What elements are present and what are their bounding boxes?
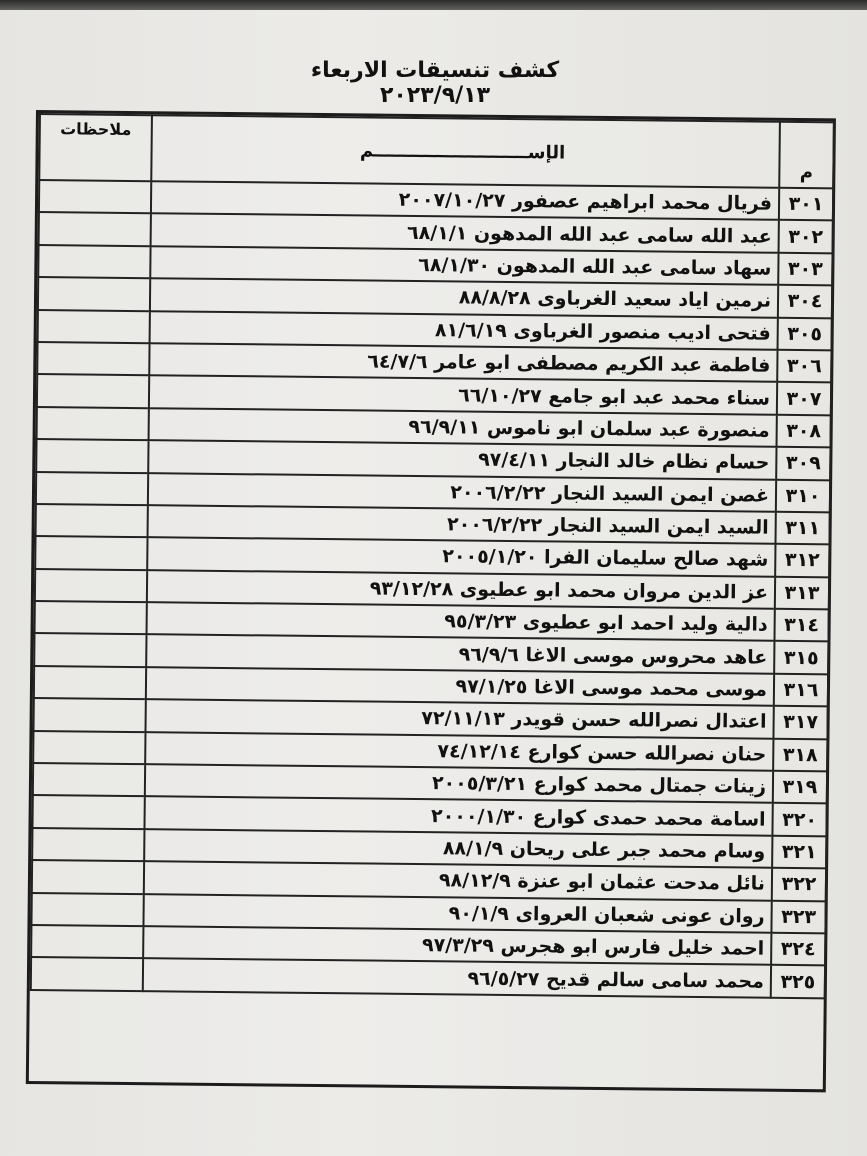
header-number: م	[779, 122, 834, 189]
row-notes	[35, 536, 147, 570]
row-number: ٣٠٩	[776, 447, 830, 480]
row-name: حسام نظام خالد النجار ٩٧/٤/١١	[148, 440, 776, 479]
row-number: ٣٢١	[772, 836, 826, 869]
row-name: نرمين اياد سعيد الغرباوى ٨٨/٨/٢٨	[150, 278, 778, 317]
row-name: زينات جمتال محمد كوارع ٢٠٠٥/٣/٢١	[145, 764, 773, 803]
row-name: عبد الله سامى عبد الله المدهون ٦٨/١/١	[151, 214, 779, 253]
row-number: ٣٢٥	[771, 965, 825, 998]
row-notes	[37, 374, 149, 408]
row-name: اعتدال نصرالله حسن قويدر ٧٢/١١/١٣	[145, 699, 773, 738]
row-name: فاطمة عبد الكريم مصطفى ابو عامر ٦٤/٧/٦	[149, 343, 777, 382]
row-notes	[37, 407, 149, 441]
row-notes	[31, 957, 143, 991]
row-notes	[38, 310, 150, 344]
row-notes	[39, 180, 151, 214]
row-number: ٣٠٦	[777, 350, 831, 383]
row-number: ٣١٣	[775, 576, 829, 609]
names-table	[30, 113, 835, 999]
row-name: روان عونى شعبان العرواى ٩٠/١/٩	[143, 894, 771, 933]
row-name: محمد سامى سالم قديح ٩٦/٥/٢٧	[143, 959, 771, 998]
row-notes	[32, 860, 144, 894]
row-name: سناء محمد عبد ابو جامع ٦٦/١٠/٢٧	[149, 376, 777, 415]
row-notes	[33, 731, 145, 765]
row-name: وسام محمد جبر على ريحان ٨٨/١/٩	[144, 829, 772, 868]
row-name: اسامة محمد حمدى كوارع ٢٠٠٠/١/٣٠	[144, 797, 772, 836]
table-row	[31, 957, 825, 998]
row-notes	[31, 925, 143, 959]
row-name: دالية وليد احمد ابو عطيوى ٩٥/٣/٢٣	[147, 602, 775, 641]
row-name: موسى محمد موسى الاغا ٩٧/١/٢٥	[146, 667, 774, 706]
row-number: ٣١٨	[773, 738, 827, 771]
row-number: ٣١٦	[774, 674, 828, 707]
row-notes	[32, 795, 144, 829]
names-table-frame	[26, 110, 836, 1092]
row-name: فريال محمد ابراهيم عصفور ٢٠٠٧/١٠/٢٧	[151, 181, 779, 220]
row-name: عاهد محروس موسى الاغا ٩٦/٩/٦	[146, 635, 774, 674]
row-name: نائل مدحت عثمان ابو عنزة ٩٨/١٢/٩	[144, 861, 772, 900]
row-number: ٣١٧	[773, 706, 827, 739]
row-number: ٣٠٣	[778, 253, 832, 286]
row-number: ٣١٥	[774, 641, 828, 674]
row-number: ٣٠٧	[777, 382, 831, 415]
row-name: فتحى اديب منصور الغرباوى ٨١/٦/١٩	[150, 311, 778, 350]
row-number: ٣١١	[775, 512, 829, 545]
row-number: ٣٠١	[779, 188, 833, 221]
paper-sheet	[0, 10, 867, 1156]
row-number: ٣٢٤	[771, 933, 825, 966]
row-number: ٣٠٢	[779, 220, 833, 253]
row-number: ٣٠٨	[777, 415, 831, 448]
row-number: ٣١٢	[775, 544, 829, 577]
row-notes	[32, 828, 144, 862]
header-name: الإســـــــــــــــــــــــــم	[151, 115, 780, 188]
row-number: ٣٠٤	[778, 285, 832, 318]
row-number: ٣١٩	[773, 771, 827, 804]
row-name: حنان نصرالله حسن كوارع ٧٤/١٢/١٤	[145, 732, 773, 771]
row-notes	[36, 472, 148, 506]
document-title: كشف تنسيقات الاربعاء ٢٠٢٣/٩/١٣	[310, 58, 560, 108]
row-notes	[38, 245, 150, 279]
header-notes: ملاحظات	[39, 114, 152, 181]
row-notes	[31, 893, 143, 927]
row-number: ٣١٠	[776, 479, 830, 512]
row-notes	[34, 633, 146, 667]
row-notes	[36, 504, 148, 538]
table-header-row	[39, 114, 834, 188]
row-notes	[37, 342, 149, 376]
row-name: منصورة عبد سلمان ابو ناموس ٩٦/٩/١١	[149, 408, 777, 447]
table-body	[31, 180, 833, 998]
row-number: ٣٠٥	[778, 317, 832, 350]
row-number: ٣٢٢	[772, 868, 826, 901]
row-notes	[38, 277, 150, 311]
row-number: ٣٢٣	[771, 900, 825, 933]
row-name: شهد صالح سليمان الفرا ٢٠٠٥/١/٢٠	[147, 537, 775, 576]
row-notes	[36, 439, 148, 473]
row-notes	[33, 763, 145, 797]
row-notes	[35, 601, 147, 635]
row-number: ٣٢٠	[772, 803, 826, 836]
row-number: ٣١٤	[774, 609, 828, 642]
row-name: عز الدين مروان محمد ابو عطيوى ٩٣/١٢/٢٨	[147, 570, 775, 609]
row-name: السيد ايمن السيد النجار ٢٠٠٦/٢/٢٢	[148, 505, 776, 544]
row-notes	[34, 666, 146, 700]
row-name: احمد خليل فارس ابو هجرس ٩٧/٣/٢٩	[143, 926, 771, 965]
row-name: سهاد سامى عبد الله المدهون ٦٨/١/٣٠	[150, 246, 778, 285]
row-name: غصن ايمن السيد النجار ٢٠٠٦/٢/٢٢	[148, 473, 776, 512]
row-notes	[35, 569, 147, 603]
row-notes	[39, 212, 151, 246]
row-notes	[34, 698, 146, 732]
